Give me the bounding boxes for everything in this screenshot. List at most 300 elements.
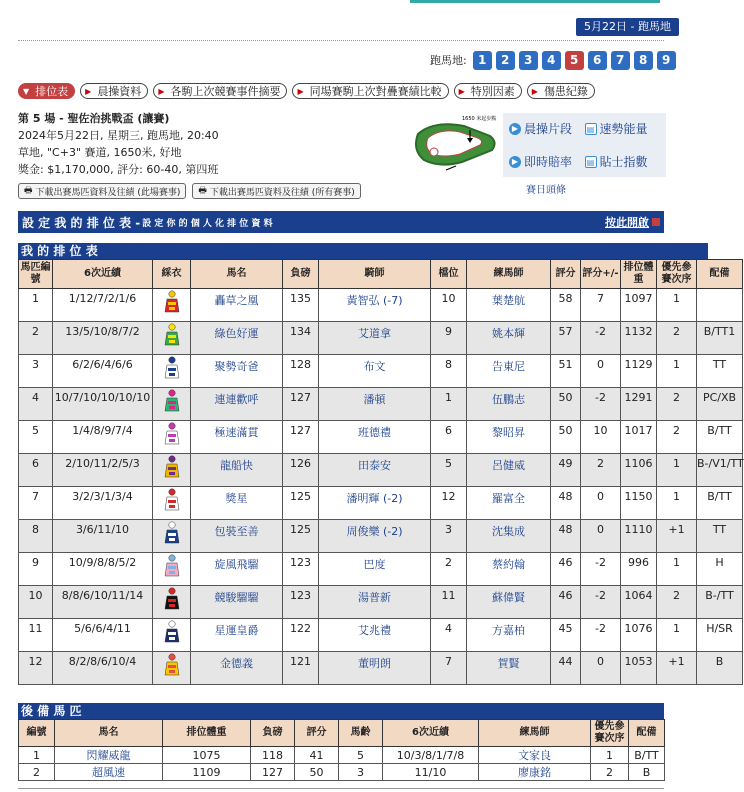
reserve-cell: 11/10 — [383, 764, 479, 781]
silk-cell — [153, 454, 191, 487]
table-row — [19, 619, 743, 652]
printer-icon: 🖶 — [24, 186, 33, 196]
track-map-graphic — [404, 112, 500, 174]
caret-right-icon: ▶ — [297, 86, 304, 96]
race-button-9[interactable]: 9 — [657, 51, 676, 70]
race-button-2[interactable]: 2 — [496, 51, 515, 70]
draw-cell: 11 — [431, 586, 467, 619]
trainer-cell[interactable]: 羅富全 — [467, 487, 551, 520]
declared-weight-cell: 996 — [621, 553, 657, 586]
race-button-6[interactable]: 6 — [588, 51, 607, 70]
horse-name-cell[interactable]: 旋風飛騮 — [191, 553, 283, 586]
tab-4[interactable] — [454, 83, 522, 99]
reserve-cell: 2 — [19, 764, 55, 781]
play-icon: ▶ — [509, 156, 521, 168]
tab-label: 特別因素 — [470, 85, 515, 98]
weight-cell: 125 — [283, 520, 319, 553]
col-header: 馬匹編號 — [19, 260, 53, 289]
reserve-cell: B/TT — [629, 747, 665, 764]
trainer-cell[interactable]: 葉楚航 — [467, 289, 551, 322]
jockey-cell[interactable]: 巴度 — [319, 553, 431, 586]
chart-icon: ▤ — [585, 123, 597, 135]
rating-cell: 57 — [551, 322, 581, 355]
settings-toggle-link[interactable] — [605, 214, 660, 230]
table-row — [19, 421, 743, 454]
declared-weight-cell: 1064 — [621, 586, 657, 619]
weight-cell: 125 — [283, 487, 319, 520]
jockey-silk-icon — [164, 653, 180, 679]
gear-cell — [697, 289, 743, 322]
horse-name-cell[interactable]: 龍船快 — [191, 454, 283, 487]
priority-cell: 1 — [657, 487, 697, 520]
declared-weight-cell: 1132 — [621, 322, 657, 355]
race-selector-label: 跑馬地: — [430, 54, 467, 67]
tab-label: 各駒上次競賽事件摘要 — [170, 85, 281, 98]
priority-cell: 1 — [657, 454, 697, 487]
reserve-cell: 127 — [251, 764, 295, 781]
last-six-runs-cell: 5/6/6/4/11 — [53, 619, 153, 652]
priority-cell: 2 — [657, 388, 697, 421]
play-icon: ▶ — [509, 123, 521, 135]
weight-cell: 128 — [283, 355, 319, 388]
tips-index-link[interactable] — [585, 151, 661, 172]
draw-cell: 7 — [431, 652, 467, 685]
morning-workout-link[interactable] — [509, 118, 585, 139]
top-accent-line — [410, 0, 660, 3]
race-button-8[interactable]: 8 — [634, 51, 653, 70]
table-row — [19, 487, 743, 520]
jockey-cell[interactable]: 田泰安 — [319, 454, 431, 487]
jockey-cell[interactable]: 艾道拿 — [319, 322, 431, 355]
col-header: 練馬師 — [467, 260, 551, 289]
last-six-runs-cell: 6/2/6/4/6/6 — [53, 355, 153, 388]
jockey-cell[interactable]: 布文 — [319, 355, 431, 388]
jockey-silk-icon — [164, 521, 180, 547]
last-six-runs-cell: 2/10/11/2/5/3 — [53, 454, 153, 487]
speed-energy-link[interactable] — [585, 118, 661, 139]
declared-weight-cell: 1291 — [621, 388, 657, 421]
jockey-silk-icon — [164, 323, 180, 349]
silk-cell — [153, 487, 191, 520]
horse-number-cell: 4 — [19, 388, 53, 421]
download-this-race-label: 下載出賽馬匹資料及往績 (此場賽事) — [35, 187, 181, 198]
weight-cell: 121 — [283, 652, 319, 685]
reserve-table — [18, 703, 664, 781]
jockey-silk-icon — [164, 488, 180, 514]
col-header: 排位體重 — [621, 260, 657, 289]
race-datetime: 2024年5月22日, 星期三, 跑馬地, 20:40 — [18, 129, 219, 142]
table-row — [19, 553, 743, 586]
declared-weight-cell: 1076 — [621, 619, 657, 652]
live-odds-label: 即時賠率 — [524, 155, 573, 169]
raceday-headlines-link[interactable]: 賽日頭條 — [526, 185, 566, 196]
declared-weight-cell: 1129 — [621, 355, 657, 388]
expand-icon — [652, 218, 660, 226]
trainer-cell[interactable]: 蘇偉賢 — [467, 586, 551, 619]
reserve-cell: B — [629, 764, 665, 781]
rating-cell: 48 — [551, 520, 581, 553]
race-button-4[interactable]: 4 — [542, 51, 561, 70]
rating-cell: 46 — [551, 586, 581, 619]
declared-weight-cell: 1017 — [621, 421, 657, 454]
rating-change-cell: 2 — [581, 454, 621, 487]
trainer-cell[interactable]: 方嘉柏 — [467, 619, 551, 652]
tab-label: 排位表 — [35, 85, 69, 98]
jockey-silk-icon — [164, 554, 180, 580]
weight-cell: 127 — [283, 388, 319, 421]
trainer-cell[interactable]: 賀賢 — [467, 652, 551, 685]
draw-cell: 9 — [431, 322, 467, 355]
rating-cell: 45 — [551, 619, 581, 652]
silk-cell — [153, 388, 191, 421]
silk-cell — [153, 586, 191, 619]
gear-cell: B-/TT — [697, 586, 743, 619]
trainer-cell[interactable]: 呂健威 — [467, 454, 551, 487]
draw-cell: 4 — [431, 619, 467, 652]
reserve-cell: 10/3/8/1/7/8 — [383, 747, 479, 764]
table-row — [19, 747, 665, 764]
horse-name-cell[interactable]: 極速滿貫 — [191, 421, 283, 454]
trainer-cell[interactable]: 黎昭昇 — [467, 421, 551, 454]
horse-number-cell: 6 — [19, 454, 53, 487]
gear-cell: B/TT — [697, 421, 743, 454]
draw-cell: 1 — [431, 388, 467, 421]
race-button-3[interactable]: 3 — [519, 51, 538, 70]
tab-label: 同場賽駒上次對疊賽績比較 — [309, 85, 442, 98]
trainer-cell[interactable]: 蔡約翰 — [467, 553, 551, 586]
race-track: 草地, "C+3" 賽道, 1650米, 好地 — [18, 146, 182, 159]
col-header: 負磅 — [283, 260, 319, 289]
silk-cell — [153, 322, 191, 355]
rating-change-cell: -2 — [581, 388, 621, 421]
jockey-silk-icon — [164, 389, 180, 415]
rating-cell: 46 — [551, 553, 581, 586]
last-six-runs-cell: 3/2/3/1/3/4 — [53, 487, 153, 520]
col-header: 排位體重 — [163, 720, 251, 747]
last-six-runs-cell: 10/7/10/10/10/10 — [53, 388, 153, 421]
jockey-cell[interactable]: 潘明輝 (-2) — [319, 487, 431, 520]
jockey-cell[interactable]: 周俊樂 (-2) — [319, 520, 431, 553]
my-racecard-title: 我 的 排 位 表 — [18, 243, 708, 259]
horse-number-cell: 10 — [19, 586, 53, 619]
col-header: 配備 — [697, 260, 743, 289]
rating-change-cell: -2 — [581, 553, 621, 586]
last-six-runs-cell: 13/5/10/8/7/2 — [53, 322, 153, 355]
my-racecard-table — [18, 243, 744, 685]
priority-cell: 2 — [657, 586, 697, 619]
rating-cell: 49 — [551, 454, 581, 487]
declared-weight-cell: 1053 — [621, 652, 657, 685]
download-all-races-label: 下載出賽馬匹資料及往績 (所有賽事) — [209, 187, 355, 198]
col-header: 馬齡 — [339, 720, 383, 747]
col-header: 評分 — [295, 720, 339, 747]
silk-cell — [153, 619, 191, 652]
reserve-header — [19, 720, 665, 747]
reserve-cell: 2 — [591, 764, 629, 781]
trainer-cell[interactable]: 伍鵬志 — [467, 388, 551, 421]
tab-label: 晨操資料 — [97, 85, 142, 98]
silk-cell — [153, 553, 191, 586]
weight-cell: 126 — [283, 454, 319, 487]
divider — [18, 40, 664, 41]
bottom-divider — [18, 788, 664, 789]
speed-energy-label: 速勢能量 — [599, 122, 648, 136]
horse-name-cell[interactable]: 競駿騮騮 — [191, 586, 283, 619]
rating-change-cell: 0 — [581, 520, 621, 553]
reserve-cell: 1075 — [163, 747, 251, 764]
weight-cell: 127 — [283, 421, 319, 454]
race-title: 第 5 場 - 聖佐治挑戰盃 (讓賽) — [18, 112, 170, 125]
table-row — [19, 520, 743, 553]
col-header: 優先參賽次序 — [591, 720, 629, 747]
download-all-races-button[interactable] — [192, 183, 360, 199]
jockey-cell[interactable]: 湯普新 — [319, 586, 431, 619]
race-prize: 獎金: $1,170,000, 評分: 60-40, 第四班 — [18, 163, 219, 176]
caret-right-icon: ▶ — [158, 86, 165, 96]
settings-toggle-label: 按此開啟 — [605, 216, 649, 229]
rating-cell: 51 — [551, 355, 581, 388]
col-header: 配備 — [629, 720, 665, 747]
table-row — [19, 355, 743, 388]
horse-number-cell: 8 — [19, 520, 53, 553]
date-venue-badge: 5月22日 - 跑馬地 — [576, 18, 679, 36]
draw-cell: 6 — [431, 421, 467, 454]
horse-number-cell: 7 — [19, 487, 53, 520]
reserve-cell: 1109 — [163, 764, 251, 781]
col-header: 負磅 — [251, 720, 295, 747]
priority-cell: 1 — [657, 619, 697, 652]
rating-cell: 44 — [551, 652, 581, 685]
reserve-cell: 41 — [295, 747, 339, 764]
download-buttons — [18, 183, 361, 199]
jockey-cell[interactable]: 黃智弘 (-7) — [319, 289, 431, 322]
last-six-runs-cell: 3/6/11/10 — [53, 520, 153, 553]
weight-cell: 123 — [283, 553, 319, 586]
priority-cell: 2 — [657, 421, 697, 454]
gear-cell: B/TT — [697, 487, 743, 520]
jockey-cell[interactable]: 班德禮 — [319, 421, 431, 454]
rating-change-cell: 0 — [581, 487, 621, 520]
rating-cell: 48 — [551, 487, 581, 520]
tab-label: 傷患紀錄 — [543, 85, 588, 98]
reserve-cell[interactable]: 廖康銘 — [479, 764, 591, 781]
col-header: 騎師 — [319, 260, 431, 289]
col-header: 6次近績 — [383, 720, 479, 747]
settings-bar — [18, 211, 664, 233]
chart-icon: ▤ — [585, 156, 597, 168]
trainer-cell[interactable]: 姚本輝 — [467, 322, 551, 355]
jockey-cell[interactable]: 艾兆禮 — [319, 619, 431, 652]
reserve-cell: 3 — [339, 764, 383, 781]
table-row — [19, 454, 743, 487]
priority-cell: 1 — [657, 355, 697, 388]
table-row — [19, 764, 665, 781]
horse-number-cell: 9 — [19, 553, 53, 586]
reserve-cell[interactable]: 閃耀威龍 — [55, 747, 163, 764]
rating-cell: 50 — [551, 388, 581, 421]
gear-cell: TT — [697, 355, 743, 388]
rating-change-cell: -2 — [581, 619, 621, 652]
last-six-runs-cell: 10/9/8/8/5/2 — [53, 553, 153, 586]
silk-cell — [153, 652, 191, 685]
download-this-race-button[interactable] — [18, 183, 186, 199]
tab-3[interactable] — [292, 83, 448, 99]
table-row — [19, 388, 743, 421]
last-six-runs-cell: 8/2/8/6/10/4 — [53, 652, 153, 685]
last-six-runs-cell: 1/12/7/2/1/6 — [53, 289, 153, 322]
trainer-cell[interactable]: 沈集成 — [467, 520, 551, 553]
reserve-title: 後 備 馬 匹 — [18, 703, 664, 719]
horse-number-cell: 5 — [19, 421, 53, 454]
reserve-cell[interactable]: 超風速 — [55, 764, 163, 781]
priority-cell: +1 — [657, 520, 697, 553]
weight-cell: 123 — [283, 586, 319, 619]
race-button-5[interactable]: 5 — [565, 51, 584, 70]
table-row — [19, 586, 743, 619]
jockey-silk-icon — [164, 455, 180, 481]
jockey-cell[interactable]: 董明朗 — [319, 652, 431, 685]
reserve-cell: 1 — [591, 747, 629, 764]
col-header: 優先參賽次序 — [657, 260, 697, 289]
rating-cell: 58 — [551, 289, 581, 322]
declared-weight-cell: 1097 — [621, 289, 657, 322]
tab-1[interactable] — [80, 83, 148, 99]
race-selector — [430, 50, 676, 70]
horse-name-cell[interactable]: 聚勢奇爸 — [191, 355, 283, 388]
table-row — [19, 322, 743, 355]
my-racecard-header — [19, 260, 743, 289]
media-links — [503, 113, 666, 177]
silk-cell — [153, 289, 191, 322]
draw-cell: 12 — [431, 487, 467, 520]
weight-cell: 134 — [283, 322, 319, 355]
horse-number-cell: 2 — [19, 322, 53, 355]
tab-0[interactable] — [18, 83, 75, 99]
draw-cell: 2 — [431, 553, 467, 586]
gear-cell: PC/XB — [697, 388, 743, 421]
gear-cell: B-/V1/TT — [697, 454, 743, 487]
declared-weight-cell: 1150 — [621, 487, 657, 520]
reserve-cell[interactable]: 文家良 — [479, 747, 591, 764]
live-odds-link[interactable] — [509, 151, 585, 172]
col-header: 馬名 — [191, 260, 283, 289]
horse-number-cell: 12 — [19, 652, 53, 685]
caret-right-icon: ▶ — [85, 86, 92, 96]
col-header: 練馬師 — [479, 720, 591, 747]
reserve-cell: 118 — [251, 747, 295, 764]
draw-cell: 10 — [431, 289, 467, 322]
gear-cell: TT — [697, 520, 743, 553]
gear-cell: B — [697, 652, 743, 685]
jockey-silk-icon — [164, 620, 180, 646]
priority-cell: 2 — [657, 322, 697, 355]
last-six-runs-cell: 1/4/8/9/7/4 — [53, 421, 153, 454]
race-button-7[interactable]: 7 — [611, 51, 630, 70]
caret-right-icon: ▶ — [458, 86, 465, 96]
trainer-cell[interactable]: 告東尼 — [467, 355, 551, 388]
priority-cell: +1 — [657, 652, 697, 685]
horse-name-cell[interactable]: 星運皇爵 — [191, 619, 283, 652]
silk-cell — [153, 520, 191, 553]
tips-index-label: 貼士指數 — [599, 155, 648, 169]
gear-cell: B/TT1 — [697, 322, 743, 355]
table-row — [19, 652, 743, 685]
horse-number-cell: 3 — [19, 355, 53, 388]
reserve-cell: 5 — [339, 747, 383, 764]
silk-cell — [153, 421, 191, 454]
gear-cell: H — [697, 553, 743, 586]
col-header: 評分 — [551, 260, 581, 289]
jockey-silk-icon — [164, 290, 180, 316]
jockey-silk-icon — [164, 422, 180, 448]
jockey-silk-icon — [164, 356, 180, 382]
col-header: 6次近績 — [53, 260, 153, 289]
tab-bar — [18, 83, 664, 99]
caret-right-icon: ▶ — [531, 86, 538, 96]
silk-cell — [153, 355, 191, 388]
settings-title: 設 定 我 的 排 位 表 - — [22, 215, 141, 230]
draw-cell: 5 — [431, 454, 467, 487]
reserve-cell: 50 — [295, 764, 339, 781]
tab-5[interactable] — [527, 83, 595, 99]
race-info — [18, 110, 398, 178]
race-button-1[interactable]: 1 — [473, 51, 492, 70]
declared-weight-cell: 1106 — [621, 454, 657, 487]
settings-subtitle: 設 定 你 的 個 人 化 排 位 資 料 — [142, 218, 273, 229]
col-header: 檔位 — [431, 260, 467, 289]
horse-number-cell: 11 — [19, 619, 53, 652]
draw-cell: 3 — [431, 520, 467, 553]
declared-weight-cell: 1110 — [621, 520, 657, 553]
horse-name-cell[interactable]: 包裝至善 — [191, 520, 283, 553]
reserve-cell: 1 — [19, 747, 55, 764]
track-start-label: 1650 米起步點 — [462, 116, 497, 122]
table-row — [19, 289, 743, 322]
track-map[interactable] — [404, 112, 500, 174]
col-header: 評分+/- — [581, 260, 621, 289]
rating-change-cell: -2 — [581, 586, 621, 619]
horse-name-cell[interactable]: 金德義 — [191, 652, 283, 685]
rating-change-cell: 10 — [581, 421, 621, 454]
horse-name-cell[interactable]: 獎星 — [191, 487, 283, 520]
rating-change-cell: 0 — [581, 652, 621, 685]
col-header: 綵衣 — [153, 260, 191, 289]
horse-name-cell[interactable]: 綠色好運 — [191, 322, 283, 355]
jockey-silk-icon — [164, 587, 180, 613]
priority-cell: 1 — [657, 553, 697, 586]
jockey-cell[interactable]: 潘頓 — [319, 388, 431, 421]
tab-2[interactable] — [153, 83, 287, 99]
rating-change-cell: 0 — [581, 355, 621, 388]
horse-name-cell[interactable]: 連連歡呼 — [191, 388, 283, 421]
weight-cell: 135 — [283, 289, 319, 322]
rating-cell: 50 — [551, 421, 581, 454]
last-six-runs-cell: 8/8/6/10/11/14 — [53, 586, 153, 619]
caret-down-icon: ▼ — [23, 86, 30, 96]
col-header: 馬名 — [55, 720, 163, 747]
printer-icon: 🖶 — [198, 186, 207, 196]
horse-name-cell[interactable]: 轟草之凰 — [191, 289, 283, 322]
gear-cell: H/SR — [697, 619, 743, 652]
horse-number-cell: 1 — [19, 289, 53, 322]
rating-change-cell: -2 — [581, 322, 621, 355]
rating-change-cell: 7 — [581, 289, 621, 322]
weight-cell: 122 — [283, 619, 319, 652]
draw-cell: 8 — [431, 355, 467, 388]
col-header: 編號 — [19, 720, 55, 747]
priority-cell: 1 — [657, 289, 697, 322]
morning-workout-label: 晨操片段 — [524, 122, 573, 136]
